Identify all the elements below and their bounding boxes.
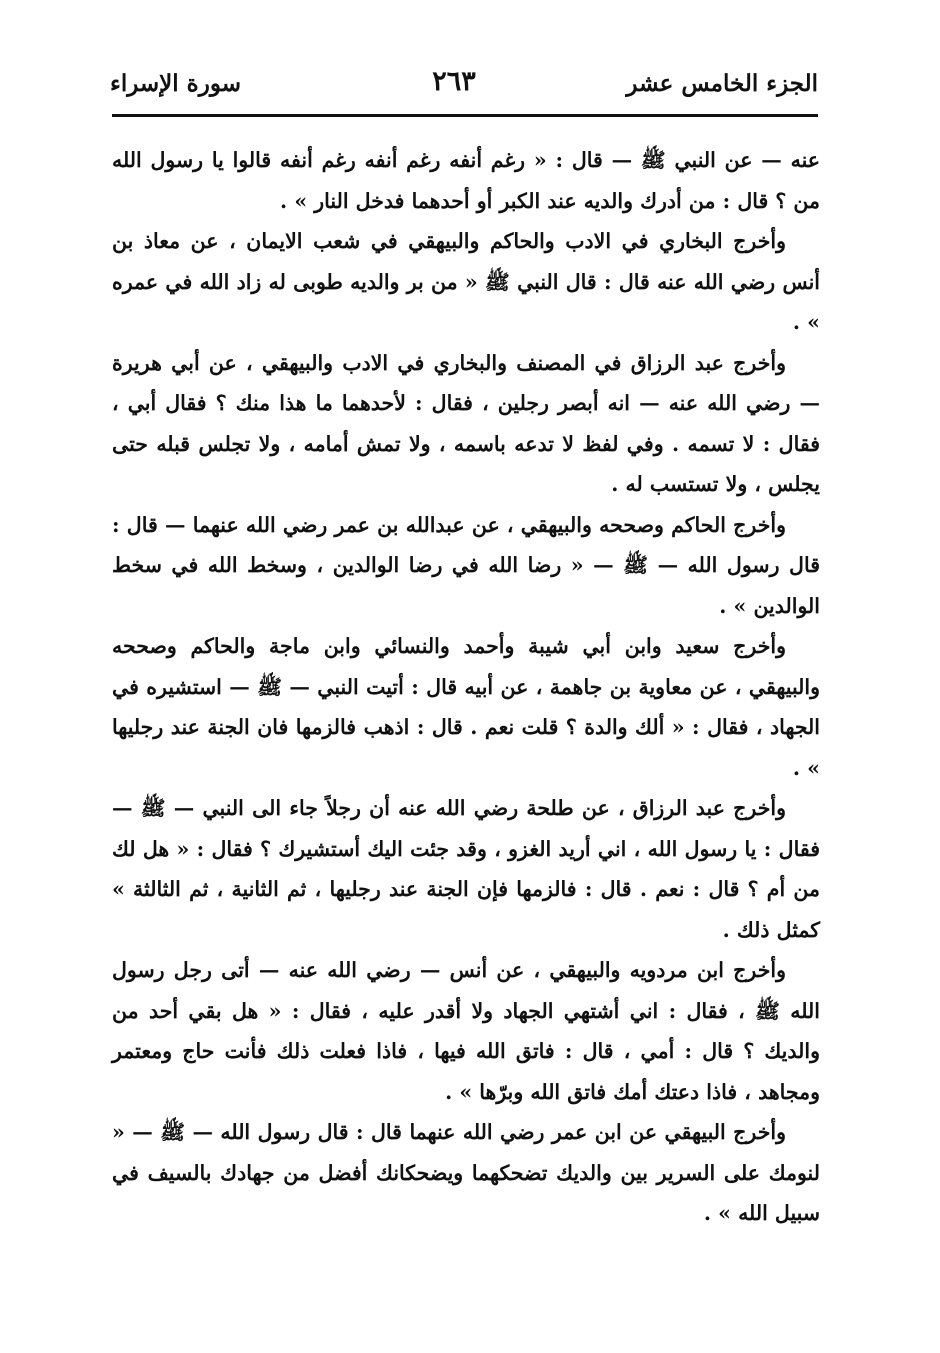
header-rule	[112, 114, 818, 117]
page-body	[112, 140, 820, 1234]
paragraph-3: وأخرج عبد الرزاق في المصنف والبخاري في الادب والبيهقي ، عن أبي هريرة — رضي الله عنه — انه أبصر رجلين ، فقال : لأحدهما ما هذا منك ؟ فقال أبي ، فقال : لا تسمه . وفي لفظ لا تدعه باسمه ، ولا تمش أمامه ، ولا تجلس قبله حتى يجلس ، ولا تستسب له .	[112, 350, 820, 496]
running-head-part: الجزء الخامس عشر	[626, 70, 818, 97]
paragraph-8: وأخرج البيهقي عن ابن عمر رضي الله عنهما قال : قال رسول الله — ﷺ — « لنومك على السرير بين والديك تضحكهما ويضحكانك أفضل من جهادك بالسيف في سبيل الله » .	[112, 1120, 820, 1225]
paragraph-1: عنه — عن النبي ﷺ — قال : « رغم أنفه رغم أنفه رغم أنفه قالوا يا رسول الله من ؟ قال : من أدرك والديه عند الكبر أو أحدهما فدخل النار » .	[112, 148, 820, 213]
page-header	[110, 58, 818, 108]
running-head-surah: سورة الإسراء	[110, 70, 241, 97]
paragraph-2: وأخرج البخاري في الادب والحاكم والبيهقي في شعب الايمان ، عن معاذ بن أنس رضي الله عنه قال : قال النبي ﷺ « من بر والديه طوبى له زاد الله في عمره » .	[112, 229, 820, 334]
paragraph-5: وأخرج سعيد وابن أبي شيبة وأحمد والنسائي وابن ماجة والحاكم وصححه والبيهقي ، عن معاوية بن جاهمة ، عن أبيه قال : أتيت النبي — ﷺ — استشيره في الجهاد ، فقال : « ألك والدة ؟ قلت نعم . قال : اذهب فالزمها فان الجنة عند رجليها » .	[112, 634, 820, 780]
paragraph-6: وأخرج عبد الرزاق ، عن طلحة رضي الله عنه أن رجلاً جاء الى النبي — ﷺ — فقال : يا رسول الله ، اني أريد الغزو ، وقد جئت اليك أستشيرك ؟ فقال : « هل لك من أم ؟ قال : نعم . قال : فالزمها فإن الجنة عند رجليها ، ثم الثانية ، ثم الثالثة » كمثل ذلك .	[112, 796, 820, 942]
paragraph-7: وأخرج ابن مردويه والبيهقي ، عن أنس — رضي الله عنه — أتى رجل رسول الله ﷺ ، فقال : اني أشتهي الجهاد ولا أقدر عليه ، فقال : « هل بقي أحد من والديك ؟ قال : أمي ، قال : فاتق الله فيها ، فاذا فعلت ذلك فأنت حاج ومعتمر ومجاهد ، فاذا دعتك أمك فاتق الله وبرّها » .	[112, 958, 820, 1104]
paragraph-4: وأخرج الحاكم وصححه والبيهقي ، عن عبدالله بن عمر رضي الله عنهما — قال : قال رسول الله — ﷺ — « رضا الله في رضا الوالدين ، وسخط الله في سخط الوالدين » .	[112, 512, 820, 618]
page-number: ٢٦٣	[432, 66, 476, 97]
